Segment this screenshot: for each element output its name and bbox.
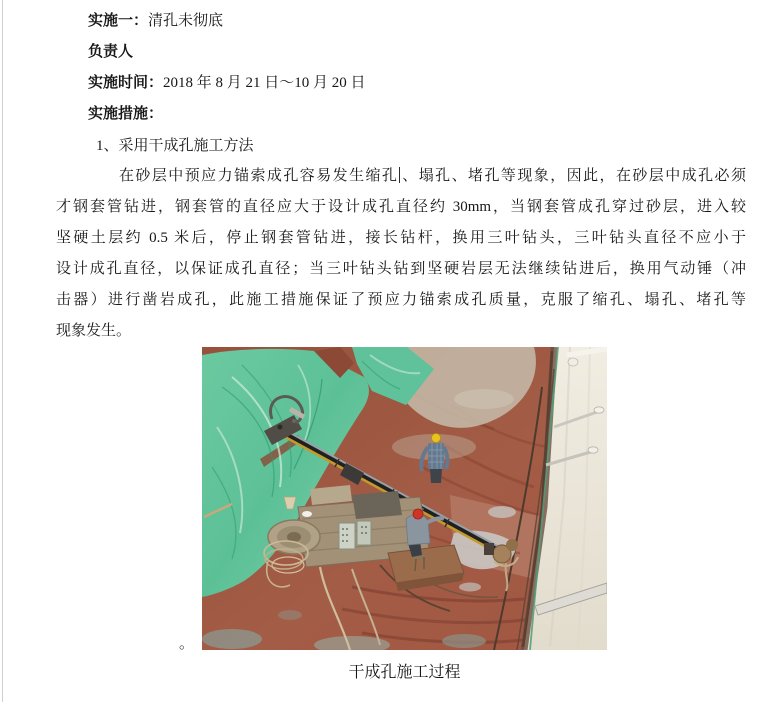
heading-implementation-1 xyxy=(88,12,223,31)
stray-period: 。 xyxy=(179,636,195,652)
heading1-value: 清孔未彻底 xyxy=(148,13,224,29)
control-cabinet xyxy=(339,523,355,549)
paragraph-line-1 xyxy=(119,167,746,186)
paragraph-line-3: 坚硬土层约 0.5 米后，停止钢套管钻进，接长钻杆，换用三叶钻头，三叶钻头直径不应小于 xyxy=(56,230,746,246)
construction-photo xyxy=(202,347,607,650)
paragraph-line-4: 设计成孔直径，以保证成孔直径；当三叶钻头钻到坚硬岩层无法继续钻进后，换用气动锤（冲 xyxy=(56,261,746,277)
heading-implementation-time xyxy=(88,74,366,93)
heading1-label: 实施一： xyxy=(88,13,149,29)
heading-responsible-person: 负责人 xyxy=(88,44,134,60)
paragraph-line-1-post: 、塌孔、堵孔等现象，因此，在砂层中成孔必须 xyxy=(400,168,746,184)
heading-implementation-measures: 实施措施： xyxy=(88,106,164,122)
paragraph-line-5: 击器）进行凿岩成孔，此施工措施保证了预应力锚索成孔质量，克服了缩孔、塌孔、堵孔等 xyxy=(56,292,746,308)
page-left-rule xyxy=(2,0,3,702)
paragraph-line-1-pre: 在砂层中预应力锚索成孔容易发生缩孔 xyxy=(119,168,399,184)
paragraph-line-2: 才钢套管钻进，钢套管的直径应大于设计成孔直径约 30mm，当钢套管成孔穿过砂层，进入较 xyxy=(56,199,746,215)
heading3-label: 实施时间： xyxy=(88,75,164,91)
paragraph-line-6: 现象发生。 xyxy=(56,323,132,339)
heading3-value: 2018 年 8 月 21 日～10 月 20 日 xyxy=(163,75,366,91)
photo-caption: 干成孔施工过程 xyxy=(348,664,461,681)
list-item-dry-drilling-method: 1、采用干成孔施工方法 xyxy=(96,138,254,154)
